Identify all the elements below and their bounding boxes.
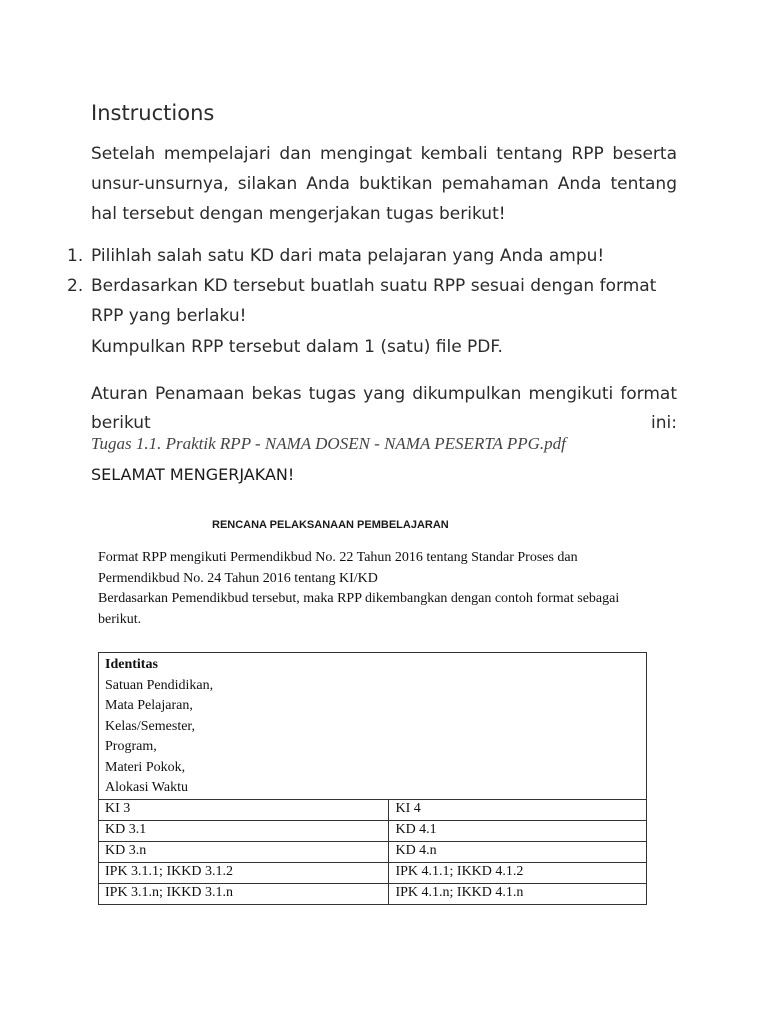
identity-item: Alokasi Waktu xyxy=(105,780,188,795)
table-cell: KI 3 xyxy=(99,799,389,820)
filename-format: Tugas 1.1. Praktik RPP - NAMA DOSEN - NAMA PESERTA PPG.pdf xyxy=(91,434,566,453)
identity-item: Kelas/Semester, xyxy=(105,718,196,734)
table-cell: KD 4.n xyxy=(389,841,647,862)
table-row xyxy=(99,820,647,841)
table-cell: KD 3.1 xyxy=(99,820,389,841)
document-title: RENCANA PELAKSANAAN PEMBELAJARAN xyxy=(212,519,449,531)
description-line: Permendikbud No. 24 Tahun 2016 tentang KI/KD xyxy=(98,570,378,586)
identity-item: Program, xyxy=(105,739,157,754)
naming-rule: Aturan Penamaan bekas tugas yang dikumpulkan mengikuti format berikut ini: xyxy=(91,384,677,433)
task-step-number: 2. xyxy=(67,276,84,296)
identity-row xyxy=(99,653,647,800)
identity-cell xyxy=(99,653,647,800)
task-step xyxy=(63,271,677,331)
task-step-number: 1. xyxy=(67,246,84,266)
identity-heading: Identitas xyxy=(105,657,158,672)
task-step xyxy=(63,241,677,271)
document-description xyxy=(98,548,678,630)
closing-message: SELAMAT MENGERJAKAN! xyxy=(91,465,295,484)
identity-item: Mata Pelajaran, xyxy=(105,698,193,713)
table-cell: KI 4 xyxy=(389,799,647,820)
table-row xyxy=(99,799,647,820)
instructions-intro: Setelah mempelajari dan mengingat kembali tentang RPP beserta unsur-unsurnya, silakan Anda buktikan pemahaman Anda tentang hal tersebut dengan mengerjakan tugas berikut! xyxy=(91,144,677,224)
task-steps-list xyxy=(63,241,677,331)
table-cell: IPK 3.1.1; IKKD 3.1.2 xyxy=(99,862,389,883)
instructions-heading: Instructions xyxy=(91,101,215,125)
identity-item: Materi Pokok, xyxy=(105,759,186,775)
table-cell: IPK 4.1.n; IKKD 4.1.n xyxy=(389,883,647,904)
table-cell: KD 3.n xyxy=(99,841,389,862)
table-row xyxy=(99,841,647,862)
table-row xyxy=(99,862,647,883)
description-line: Berdasarkan Pemendikbud tersebut, maka RPP dikembangkan dengan contoh format sebagai xyxy=(98,591,620,606)
description-line: berikut. xyxy=(98,611,142,627)
table-cell: IPK 4.1.1; IKKD 4.1.2 xyxy=(389,862,647,883)
task-step-text: Berdasarkan KD tersebut buatlah suatu RPP sesuai dengan format RPP yang berlaku! xyxy=(91,276,657,326)
description-line: Format RPP mengikuti Permendikbud No. 22 Tahun 2016 tentang Standar Proses dan xyxy=(98,550,578,565)
table-cell: KD 4.1 xyxy=(389,820,647,841)
rpp-format-table xyxy=(98,652,647,905)
identity-item: Satuan Pendidikan, xyxy=(105,677,214,693)
collect-instruction: Kumpulkan RPP tersebut dalam 1 (satu) file PDF. xyxy=(91,337,503,357)
table-cell: IPK 3.1.n; IKKD 3.1.n xyxy=(99,883,389,904)
table-row xyxy=(99,883,647,904)
task-step-text: Pilihlah salah satu KD dari mata pelajaran yang Anda ampu! xyxy=(91,246,605,266)
